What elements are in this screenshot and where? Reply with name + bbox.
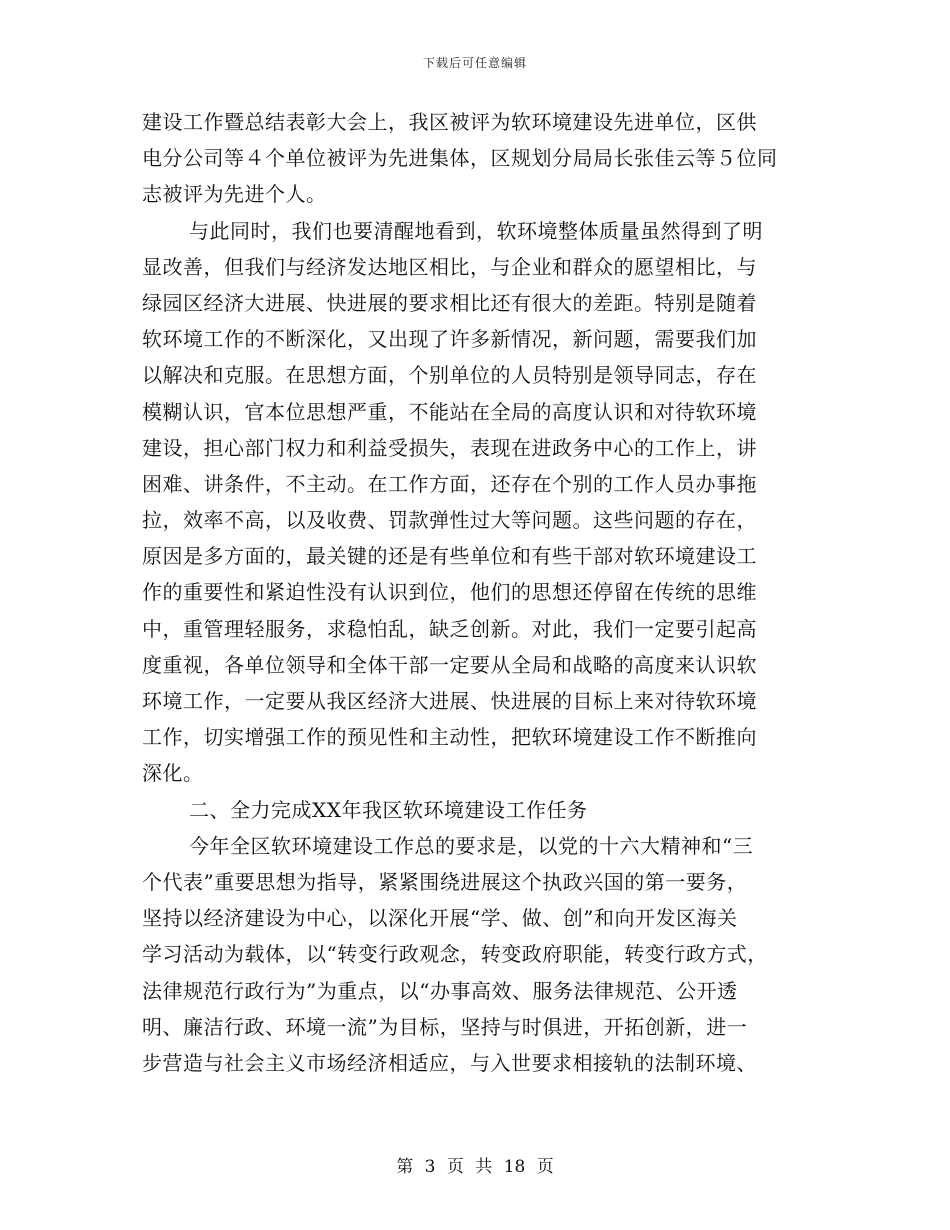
document-body — [142, 104, 808, 1081]
section-heading: 二、全力完成XX年我区软环境建设工作任务 — [189, 797, 588, 822]
text-line: 中，重管理轻服务，求稳怕乱，缺乏创新。对此，我们一定要引起高 — [142, 616, 757, 641]
text-line: 个代表”重要思想为指导，紧紧围绕进展这个执政兴国的第一要务， — [142, 869, 748, 894]
text-line: 深化。 — [142, 761, 204, 786]
text-line: 步营造与社会主义市场经济相适应，与入世要求相接轨的法制环境、 — [142, 1050, 757, 1075]
text-line: 作的重要性和紧迫性没有认识到位，他们的思想还停留在传统的思维 — [142, 580, 757, 605]
text-line: 明、廉洁行政、环境一流”为目标，坚持与时俱进，开拓创新，进一 — [142, 1014, 748, 1039]
text-line: 以解决和克服。在思想方面，个别单位的人员特别是领导同志，存在 — [142, 363, 757, 388]
text-line: 坚持以经济建设为中心，以深化开展“学、做、创”和向开发区海关 — [142, 906, 738, 931]
text-line: 度重视，各单位领导和全体干部一定要从全局和战略的高度来认识软 — [142, 652, 757, 677]
text-line: 学习活动为载体，以“转变行政观念，转变政府职能，转变行政方式， — [142, 942, 768, 967]
text-line: 困难、讲条件，不主动。在工作方面，还存在个别的工作人员办事拖 — [142, 471, 757, 496]
text-line: 显改善，但我们与经济发达地区相比，与企业和群众的愿望相比，与 — [142, 254, 757, 279]
text-line: 志被评为先进个人。 — [142, 182, 327, 207]
text-line: 环境工作，一定要从我区经济大进展、快进展的目标上来对待软环境 — [142, 689, 757, 713]
text-line: 法律规范行政行为”为重点，以“办事高效、服务法律规范、公开透 — [142, 978, 738, 1003]
page-number-footer: 第 3 页 共 18 页 — [396, 1157, 554, 1177]
text-line: 绿园区经济大进展、快进展的要求相比还有很大的差距。特别是随着 — [142, 290, 757, 315]
text-line: 建设工作暨总结表彰大会上，我区被评为软环境建设先进单位，区供 — [142, 110, 757, 134]
paragraph-start-line: 与此同时，我们也要清醒地看到，软环境整体质量虽然得到了明 — [189, 218, 763, 243]
text-line: 工作，切实增强工作的预见性和主动性，把软环境建设工作不断推向 — [142, 725, 757, 750]
text-line: 模糊认识，官本位思想严重，不能站在全局的高度认识和对待软环境 — [142, 399, 757, 424]
paragraph-start-line: 今年全区软环境建设工作总的要求是，以党的十六大精神和“三 — [189, 833, 754, 858]
page-header: 下载后可任意编辑 — [422, 56, 527, 70]
text-line: 拉，效率不高，以及收费、罚款弹性过大等问题。这些问题的存在， — [142, 508, 757, 533]
text-line: 软环境工作的不断深化，又出现了许多新情况，新问题，需要我们加 — [142, 327, 757, 352]
text-line: 建设，担心部门权力和利益受损失，表现在进政务中心的工作上，讲 — [142, 435, 757, 460]
text-line: 原因是多方面的，最关键的还是有些单位和有些干部对软环境建设工 — [142, 544, 757, 569]
text-line: 电分公司等４个单位被评为先进集体，区规划分局局长张佳云等５位同 — [142, 146, 778, 171]
